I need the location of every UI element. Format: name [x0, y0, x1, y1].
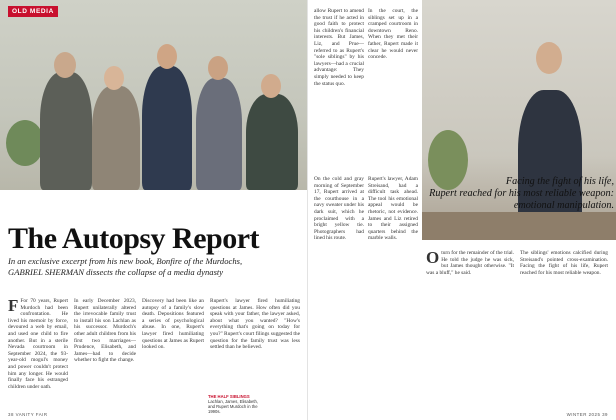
page-folio-left: 38 VANITY FAIR: [8, 412, 48, 417]
drop-cap: F: [8, 298, 19, 315]
body-column-3: Discovery had been like an autopsy of a family's slow death. Depositions featured a series of psychological abuse. In one, Rupert's lawyer fired humiliating questions at James as Rupert looked on.: [142, 298, 204, 351]
body-column-1: F For 70 years, Rupert Murdoch had been confrontation. He lived his memoir by force, devoured a web by email, and used one child to fire another. But in a sterile Nevada courtroom in September 2024, the 93-year-old mogul's money and power couldn't protect him any longer. He would finally face his estranged children under oath.: [8, 298, 68, 390]
right-column-4: Rupert's lawyer, Adam Streisand, had a difficult task ahead. The tool his emotional appeal would be rhetoric, not evidence. James and Liz retired to their assigned quarters behind the marble walls.: [368, 176, 418, 242]
right-page: [308, 0, 616, 420]
family-photo: [0, 0, 308, 190]
right-column-2: In the court, the siblings set up in a cramped courtroom in downtown Reno. When they met their father, Rupert made it clear he would never concede.: [368, 8, 418, 61]
right-column-3: On the cold and gray morning of September 17, Rupert arrived at the courthouse in a navy sweater under his dark suit, which he proclaimed with a bright yellow tie. Photographers had lined his route.: [314, 176, 364, 242]
caption-title: THE HALF SIBLINGS: [208, 394, 250, 399]
article-title: The Autopsy Report: [8, 222, 260, 255]
body-column-2: In early December 2023, Rupert unilaterally altered the irrevocable family trust to install his son Lachlan as his successor. Murdoch's other adult children from his first two marriages—Prudence, Elisabeth, and James—had to decide whether to fight the change.: [74, 298, 136, 364]
pull-quote-line-2: Rupert reached for his most reliable weapon:: [429, 188, 614, 199]
body-column-4: Rupert's lawyer fired humiliating questions at James. How often did you speak with your father, the lawyer asked, about what you wanted? "How's everything that's going on today for you?" Rupert's court filings suggested the question for the family trust was less settled than he believed.: [210, 298, 300, 351]
drop-cap-right: O: [426, 250, 440, 267]
caption-text: Lachlan, James, Elisabeth, and Rupert Murdoch in the 1990s.: [208, 399, 259, 414]
section-tag: OLD MEDIA: [8, 6, 58, 17]
page-folio-right: WINTER 2025 39: [566, 412, 608, 417]
right-column-1: allow Rupert to amend the trust if he acted in good faith to protect his children's financial interests. But James, Liz, and Prue—referred to as Rupert's "sole siblings" by his lawyers—had a crucial advantage: They simply needed to keep the status quo.: [314, 8, 364, 87]
pull-quote-line-1: Facing the fight of his life,: [505, 176, 614, 187]
article-dek: In an exclusive excerpt from his new book, Bonfire of the Murdochs, GABRIEL SHERMAN dissects the collapse of a media dynasty: [8, 256, 243, 277]
pull-quote: [424, 176, 614, 212]
pull-quote-line-3: emotional manipulation.: [513, 200, 614, 211]
right-column-5: Oturn for the remainder of the trial. He told the judge he was sick, but James thought otherwise. "It was a bluff," he said.: [426, 250, 514, 276]
photo-caption: [208, 394, 260, 414]
right-column-6: The siblings' emotions calcified during Streisand's pointed cross-examination. Facing the fight of his life, Rupert reached for his most reliable weapon.: [520, 250, 608, 276]
